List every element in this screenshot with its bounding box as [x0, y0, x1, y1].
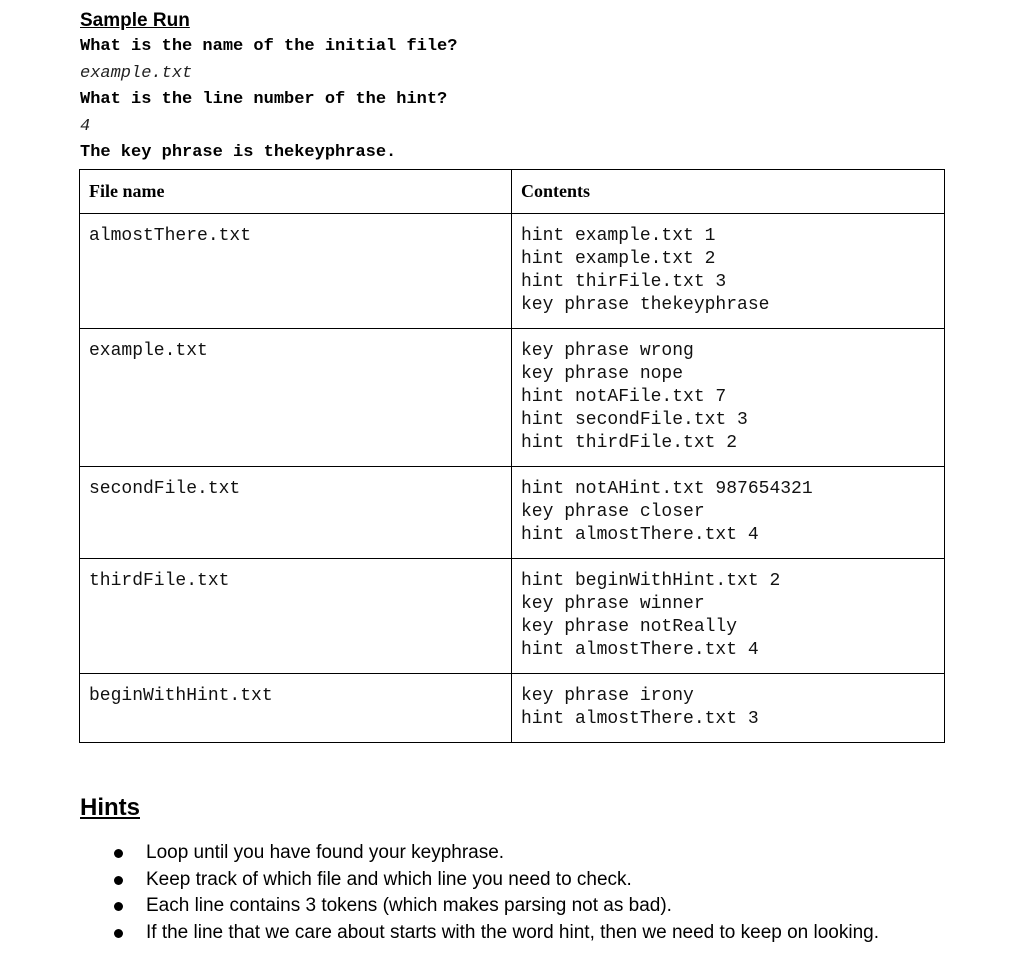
content-line: hint secondFile.txt 3: [521, 410, 748, 430]
contents-cell: [512, 559, 945, 674]
file-name-cell: thirdFile.txt: [80, 559, 512, 674]
hint-text: If the line that we care about starts with the word hint, then we need to keep on looking.: [146, 921, 880, 943]
contents-cell: [512, 467, 945, 559]
content-line: hint beginWithHint.txt 2: [521, 571, 781, 591]
content-line: hint thirdFile.txt 2: [521, 433, 738, 453]
hint-item: [110, 867, 879, 894]
file-name-cell: beginWithHint.txt: [80, 674, 512, 743]
hint-line-answer: 4: [80, 117, 91, 136]
content-line: key phrase irony: [521, 686, 694, 706]
bullet-icon: [114, 876, 123, 885]
contents-cell: [512, 329, 945, 467]
file-name-cell: example.txt: [80, 329, 512, 467]
bullet-icon: [114, 902, 123, 911]
file-name-cell: secondFile.txt: [80, 467, 512, 559]
table-header-row: [80, 170, 945, 214]
table-row: [80, 214, 945, 329]
table-row: [80, 674, 945, 743]
content-line: hint almostThere.txt 3: [521, 709, 759, 729]
hints-heading: Hints: [80, 794, 140, 821]
content-line: key phrase notReally: [521, 617, 738, 637]
bullet-icon: [114, 849, 123, 858]
hint-text: Loop until you have found your keyphrase.: [146, 842, 505, 863]
hint-line-prompt: What is the line number of the hint?: [80, 90, 448, 109]
contents-cell: [512, 214, 945, 329]
content-line: key phrase thekeyphrase: [521, 295, 770, 315]
content-line: hint notAFile.txt 7: [521, 387, 727, 407]
sample-run-heading: Sample Run: [80, 10, 190, 31]
contents-cell: [512, 674, 945, 743]
table-row: [80, 467, 945, 559]
hint-item: [110, 893, 879, 920]
hints-list: [110, 840, 879, 946]
content-line: key phrase nope: [521, 364, 684, 384]
content-line: hint thirFile.txt 3: [521, 272, 727, 292]
hint-text: Keep track of which file and which line you need to check.: [146, 868, 632, 890]
bullet-icon: [114, 929, 123, 938]
table-row: [80, 329, 945, 467]
contents-header: Contents: [512, 170, 945, 214]
content-line: hint almostThere.txt 4: [521, 525, 759, 545]
content-line: hint example.txt 2: [521, 249, 716, 269]
initial-file-answer: example.txt: [80, 64, 193, 83]
content-line: key phrase winner: [521, 594, 705, 614]
hint-item: [110, 920, 879, 947]
hint-item: [110, 840, 879, 867]
initial-file-prompt: What is the name of the initial file?: [80, 37, 458, 56]
content-line: key phrase wrong: [521, 341, 694, 361]
content-line: hint almostThere.txt 4: [521, 640, 759, 660]
content-line: hint notAHint.txt 987654321: [521, 479, 813, 499]
file-name-cell: almostThere.txt: [80, 214, 512, 329]
content-line: key phrase closer: [521, 502, 705, 522]
table-row: [80, 559, 945, 674]
key-phrase-result: The key phrase is thekeyphrase.: [80, 143, 397, 162]
file-name-header: File name: [80, 170, 512, 214]
content-line: hint example.txt 1: [521, 226, 716, 246]
hint-text: Each line contains 3 tokens (which makes parsing not as bad).: [146, 895, 672, 916]
file-contents-table: [79, 169, 945, 743]
